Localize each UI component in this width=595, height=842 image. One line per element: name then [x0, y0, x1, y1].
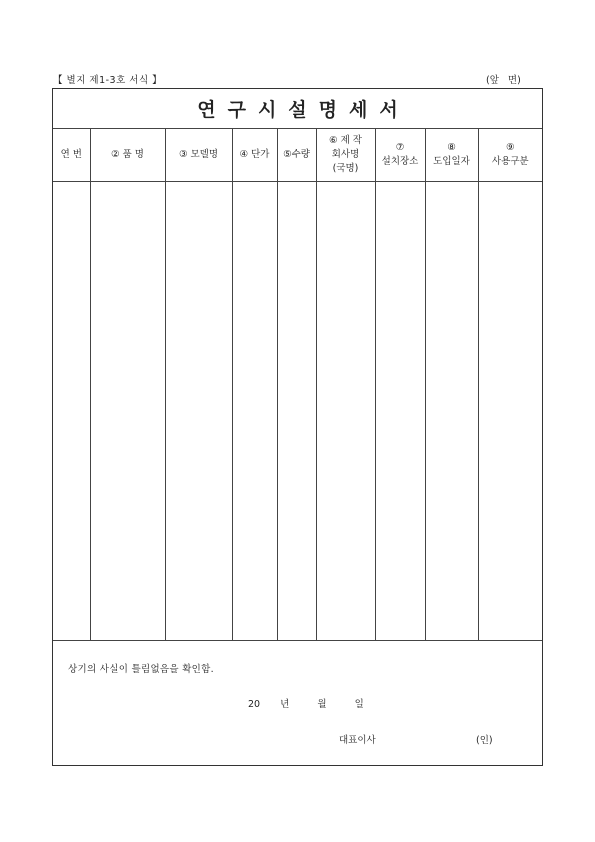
form-title: 연구시설명세서	[53, 89, 542, 129]
table-cell[interactable]	[53, 182, 90, 641]
table-cell[interactable]	[375, 182, 425, 641]
col-header: ⑤수량	[277, 129, 316, 182]
table-cell[interactable]	[478, 182, 542, 641]
seal-label: (인)	[476, 735, 493, 746]
table-cell[interactable]	[316, 182, 375, 641]
date-year-prefix: 20	[248, 699, 261, 710]
col-header: ⑥ 제 작 회사명 (국명)	[316, 129, 375, 182]
confirmation-text: 상기의 사실이 틀림없음을 확인함.	[68, 664, 214, 675]
col-header: ③ 모델명	[165, 129, 232, 182]
table-header-row	[53, 129, 542, 182]
date-year-label: 년	[280, 699, 290, 710]
date-month-label: 월	[317, 699, 327, 710]
col-header: 연 번	[53, 129, 90, 182]
form-frame	[52, 88, 543, 766]
table-cell[interactable]	[232, 182, 277, 641]
date-line	[248, 696, 364, 710]
table-cell[interactable]	[425, 182, 478, 641]
col-header: ② 품 명	[90, 129, 165, 182]
table-cell[interactable]	[90, 182, 165, 641]
col-header: ⑧ 도입일자	[425, 129, 478, 182]
table-cell[interactable]	[277, 182, 316, 641]
table-row	[53, 182, 542, 641]
date-day-label: 일	[354, 699, 364, 710]
representative-label: 대표이사	[339, 735, 376, 746]
page-side-label: (앞 면)	[486, 75, 521, 86]
col-header: ④ 단가	[232, 129, 277, 182]
col-header: ⑨ 사용구분	[478, 129, 542, 182]
col-header: ⑦ 설치장소	[375, 129, 425, 182]
form-number: 【 별지 제1-3호 서식 】	[53, 75, 163, 86]
table-cell[interactable]	[165, 182, 232, 641]
equipment-table	[53, 129, 542, 641]
